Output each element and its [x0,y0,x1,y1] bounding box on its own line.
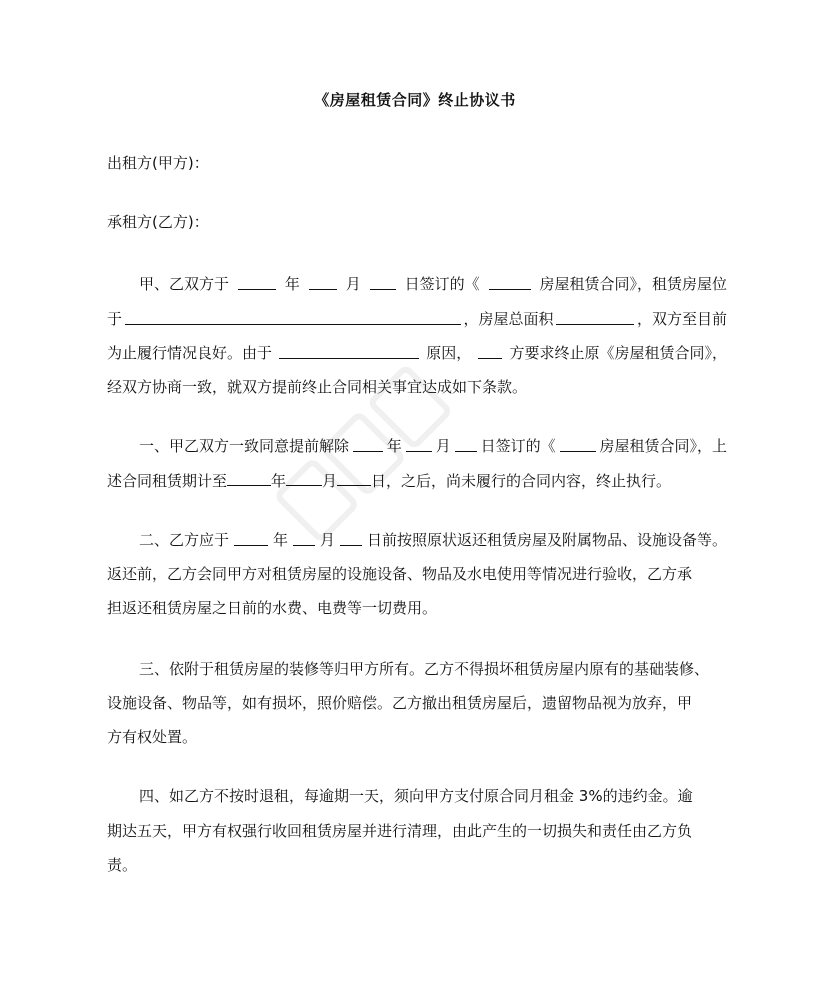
intro-text: 房屋租赁合同》，租赁房屋位 [539,275,727,293]
lessee-label: 承租方(乙方)： [107,213,209,231]
clause-text: 述合同租赁期计至 [107,472,228,490]
clause-text: 月 [435,437,451,455]
clause-text: 年 [272,531,288,549]
intro-text: 年 [284,275,300,293]
clause-text: 月 [322,472,338,490]
intro-text: 于 [107,310,123,328]
intro-text: ，房屋总面积 [463,310,554,328]
intro-text: 方要求终止原《房屋租赁合同》， [509,344,727,362]
clause-2-line-3: 担返还租赁房屋之日前的水费、电费等一切费用。 [107,599,438,617]
year-blank [353,436,383,452]
month-blank [309,274,337,290]
year-blank [227,470,271,486]
intro-text: 月 [345,275,361,293]
clause-2-line-2: 返还前，乙方会同甲方对租赁房屋的设施设备、物品及水电使用等情况进行验收，乙方承 [107,565,693,583]
year-blank [238,274,276,290]
clause-4-line-2: 期达五天，甲方有权强行收回租赁房屋并进行清理，由此产生的一切损失和责任由乙方负 [107,822,693,840]
day-blank [340,530,362,546]
intro-text: 为止履行情况良好。由于 [107,344,273,362]
clause-text: 房屋租赁合同》，上 [599,437,727,455]
day-blank [337,470,371,486]
intro-line-2 [107,309,727,329]
party-blank [478,343,502,359]
clause-1-line-1 [107,436,727,456]
clause-4-line-1: 四、如乙方不按时退租，每逾期一天，须向甲方支付原合同月租金 3%的违约金。逾 [139,787,693,805]
clause-3-line-3: 方有权处置。 [107,728,198,746]
intro-text: ，双方至目前 [636,310,727,328]
month-blank [406,436,432,452]
watermark [267,322,543,598]
clause-3-line-1: 三、依附于租赁房屋的装修等归甲方所有。乙方不得损坏租赁房屋内原有的基础装修、 [139,660,710,678]
clause-3-line-2: 设施设备、物品等，如有损坏，照价赔偿。乙方撤出租赁房屋后，遗留物品视为放弃，甲 [107,694,693,712]
month-blank [286,470,322,486]
clause-text: 日签订的《 [480,437,556,455]
lessor-label: 出租方(甲方)： [107,154,209,172]
day-blank [370,274,396,290]
reason-blank [279,343,419,359]
clause-text: 月 [319,531,335,549]
clause-4-line-3: 责。 [107,856,138,874]
intro-text: 日签订的《 [404,275,480,293]
area-blank [556,309,634,325]
intro-text: 甲、乙双方于 [139,275,230,293]
clause-text: 一、甲乙双方一致同意提前解除 [139,437,350,455]
clause-1-line-2 [107,470,727,491]
contract-name-blank [489,274,531,290]
location-blank [125,309,461,325]
intro-line-1 [107,274,727,294]
intro-line-3 [107,343,727,363]
clause-text: 日，之后，尚未履行的合同内容，终止执行。 [371,472,672,490]
intro-text: 原因， [426,344,472,362]
clause-text: 年 [386,437,402,455]
month-blank [293,530,315,546]
clause-text: 二、乙方应于 [139,531,230,549]
clause-text: 日前按照原状返还租赁房屋及附属物品、设施设备等。 [366,531,727,549]
contract-name-blank [560,436,596,452]
document-title: 《房屋租赁合同》终止协议书 [314,91,516,109]
clause-text: 年 [271,472,287,490]
intro-line-4: 经双方协商一致，就双方提前终止合同相关事宜达成如下条款。 [107,378,528,396]
day-blank [455,436,477,452]
year-blank [234,530,268,546]
clause-2-line-1 [107,530,727,550]
